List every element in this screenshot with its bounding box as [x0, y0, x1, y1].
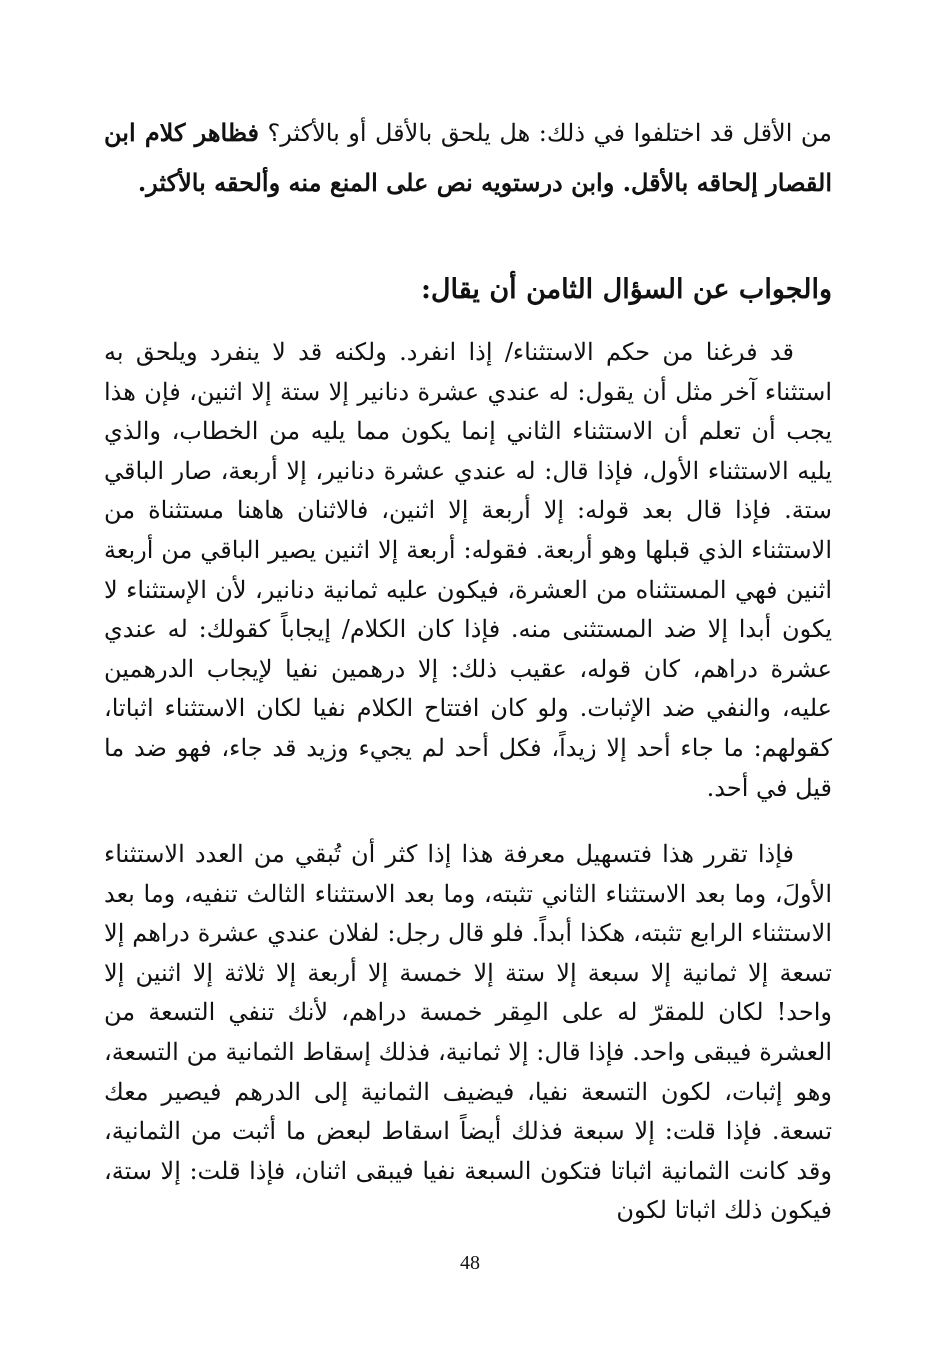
body-paragraph-1: قد فرغنا من حكم الاستثناء/ إذا انفرد. ولكنه قد لا ينفرد ويلحق به استثناء آخر مثل أن يقول: له عندي عشرة دنانير إلا ستة إلا اثنين، فإن هذا يجب أن تعلم أن الاستثناء الثاني إنما يكون مما يليه من الخطاب، والذي يليه الاستثناء الأول، فإذا قال: له عندي عشرة دنانير، إلا أربعة، صار الباقي ستة. فإذا قال بعد قوله: إلا أربعة إلا اثنين، فالاثنان هاهنا مستثناة من الاستثناء الذي قبلها وهو أربعة. فقوله: أربعة إلا اثنين يصير الباقي من أربعة اثنين فهي المستثناه من العشرة، فيكون عليه ثمانية دنانير، لأن الإستثناء لا يكون أبدا إلا ضد المستثنى منه. فإذا كان الكلام/ إيجاباً كقولك: له عندي عشرة دراهم، كان قوله، عقيب ذلك: إلا درهمين نفيا لإيجاب الدرهمين عليه، والنفي ضد الإثبات. ولو كان افتتاح الكلام نفيا لكان الاستثناء اثباتا، كقولهم: ما جاء أحد إلا زيداً، فكل أحد لم يجيء وزيد قد جاء، فهو ضد ما قيل في أحد.	[104, 338, 832, 802]
page-number: 48	[460, 1252, 480, 1274]
intro-bold-text: فظاهر كلام ابن القصار إلحاقه بالأقل. وابن درستويه نص على المنع منه وألحقه بالأكثر.	[104, 118, 832, 197]
intro-paragraph	[104, 108, 832, 208]
intro-regular-text: من الأقل قد اختلفوا في ذلك: هل يلحق بالأقل أو بالأكثر؟	[259, 119, 832, 147]
body-paragraph-2: فإذا تقرر هذا فتسهيل معرفة هذا إذا كثر أن تُبقي من العدد الاستثناء الأولَ، وما بعد الاستثناء الثاني تثبته، وما بعد الاستثناء الثالث تنفيه، وما بعد الاستثناء الرابع تثبته، هكذا أبداً. فلو قال رجل: لفلان عندي عشرة دراهم إلا تسعة إلا ثمانية إلا سبعة إلا ستة إلا خمسة إلا أربعة إلا ثلاثة إلا اثنين إلا واحد! لكان للمقرّ له على المِقر خمسة دراهم، لأنك تنفي التسعة من العشرة فيبقى واحد. فإذا قال: إلا ثمانية، فذلك إسقاط الثمانية من التسعة، وهو إثبات، لكون التسعة نفيا، فيضيف الثمانية إلى الدرهم فيصير معك تسعة. فإذا قلت: إلا سبعة فذلك أيضاً اسقاط لبعض ما أثبت من الثمانية، وقد كانت الثمانية اثباتا فتكون السبعة نفيا فيبقى اثنان، فإذا قلت: إلا ستة، فيكون ذلك اثباتا لكون	[104, 840, 833, 1225]
section-heading: والجواب عن السؤال الثامن أن يقال:	[420, 274, 832, 305]
